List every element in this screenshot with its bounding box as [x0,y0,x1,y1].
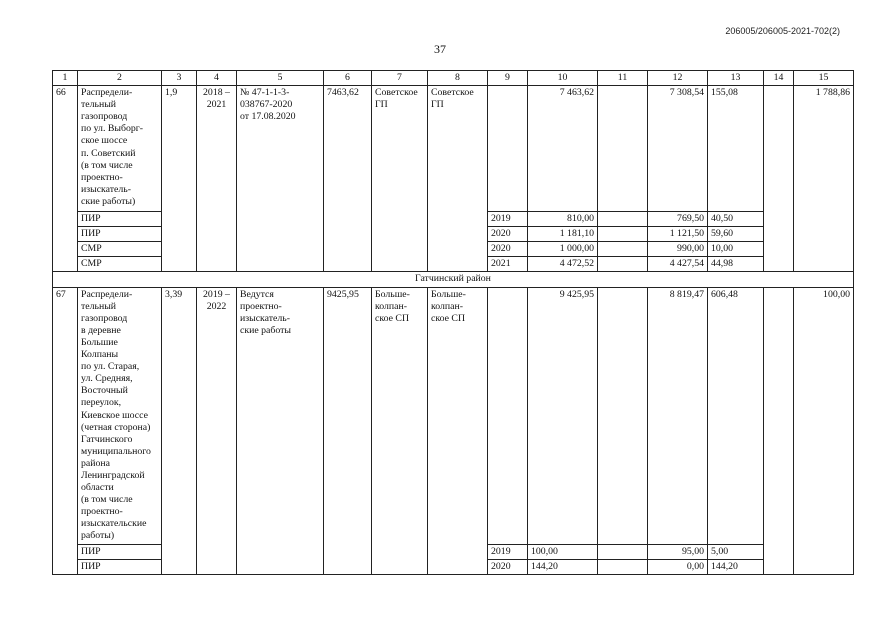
regional-budget: 1 121,50 [648,227,708,242]
work-type: ПИР [78,212,162,227]
work-type: ПИР [78,559,162,574]
regional-budget: 990,00 [648,242,708,257]
length-km: 1,9 [162,86,197,272]
col-header: 13 [708,71,764,86]
customer: Советское ГП [428,86,488,272]
local-budget: 606,48 [708,287,764,544]
work-type: ПИР [78,544,162,559]
col-header: 9 [488,71,528,86]
object-name: Распредели- тельный газопровод по ул. Выборг- ское шоссе п. Советский (в том числе проектно- изыскатель- ские работы) [78,86,162,212]
col11-cell [598,544,648,559]
permit: Ведутся проектно- изыскатель- ские работы [237,287,324,574]
col-header: 4 [197,71,237,86]
local-budget: 44,98 [708,257,764,272]
local-budget: 40,50 [708,212,764,227]
col11-cell [598,212,648,227]
estimated-cost: 7463,62 [324,86,372,272]
year-cell: 2020 [488,242,528,257]
year-cell: 2021 [488,257,528,272]
col11-cell [598,227,648,242]
work-type: ПИР [78,227,162,242]
municipality: Советское ГП [372,86,428,272]
table-row-67 [53,287,854,544]
col-header: 11 [598,71,648,86]
table-row-66 [53,86,854,212]
permit: № 47-1-1-3- 038767-2020 от 17.08.2020 [237,86,324,272]
col11-cell [598,242,648,257]
local-budget: 10,00 [708,242,764,257]
total-amount: 144,20 [528,559,598,574]
col-header: 12 [648,71,708,86]
col11-cell [598,257,648,272]
year-cell: 2019 [488,544,528,559]
col11-cell [598,86,648,212]
total-amount: 9 425,95 [528,287,598,544]
regional-budget: 8 819,47 [648,287,708,544]
col11-cell [598,559,648,574]
page-number: 37 [434,42,446,56]
regional-budget: 4 427,54 [648,257,708,272]
work-type: СМР [78,242,162,257]
work-type: СМР [78,257,162,272]
regional-budget: 769,50 [648,212,708,227]
years: 2018 – 2021 [197,86,237,272]
district-name: Гатчинский район [53,272,854,287]
col15-value: 100,00 [794,287,854,574]
col-header: 5 [237,71,324,86]
col-header: 3 [162,71,197,86]
total-amount: 1 000,00 [528,242,598,257]
col-header: 2 [78,71,162,86]
total-amount: 7 463,62 [528,86,598,212]
total-amount: 1 181,10 [528,227,598,242]
municipality: Больше- колпан- ское СП [372,287,428,574]
year-cell: 2019 [488,212,528,227]
year-cell [488,287,528,544]
object-name: Распредели- тельный газопровод в деревне Большие Колпаны по ул. Старая, ул. Средняя, Восточный переулок, Киевское шоссе (четная сторона) Гатчинского муниципального района Ленинградской области (в том числе проектно- изыскательские работы) [78,287,162,544]
col-header: 15 [794,71,854,86]
col-header: 6 [324,71,372,86]
year-cell [488,86,528,212]
col14-cell [764,287,794,574]
col-header: 14 [764,71,794,86]
regional-budget: 95,00 [648,544,708,559]
col-header: 7 [372,71,428,86]
col-header: 8 [428,71,488,86]
year-cell: 2020 [488,559,528,574]
col-header: 1 [53,71,78,86]
column-number-row [53,71,854,86]
estimated-cost: 9425,95 [324,287,372,574]
regional-budget: 7 308,54 [648,86,708,212]
customer: Больше- колпан- ское СП [428,287,488,574]
register-table [52,70,854,575]
years: 2019 – 2022 [197,287,237,574]
local-budget: 155,08 [708,86,764,212]
length-km: 3,39 [162,287,197,574]
col-header: 10 [528,71,598,86]
local-budget: 5,00 [708,544,764,559]
local-budget: 144,20 [708,559,764,574]
year-cell: 2020 [488,227,528,242]
col14-cell [764,86,794,272]
regional-budget: 0,00 [648,559,708,574]
col11-cell [598,287,648,544]
local-budget: 59,60 [708,227,764,242]
total-amount: 4 472,52 [528,257,598,272]
total-amount: 100,00 [528,544,598,559]
district-row [53,272,854,287]
document-id: 206005/206005-2021-702(2) [725,26,840,36]
row-number: 67 [53,287,78,574]
row-number: 66 [53,86,78,272]
col15-value: 1 788,86 [794,86,854,272]
total-amount: 810,00 [528,212,598,227]
